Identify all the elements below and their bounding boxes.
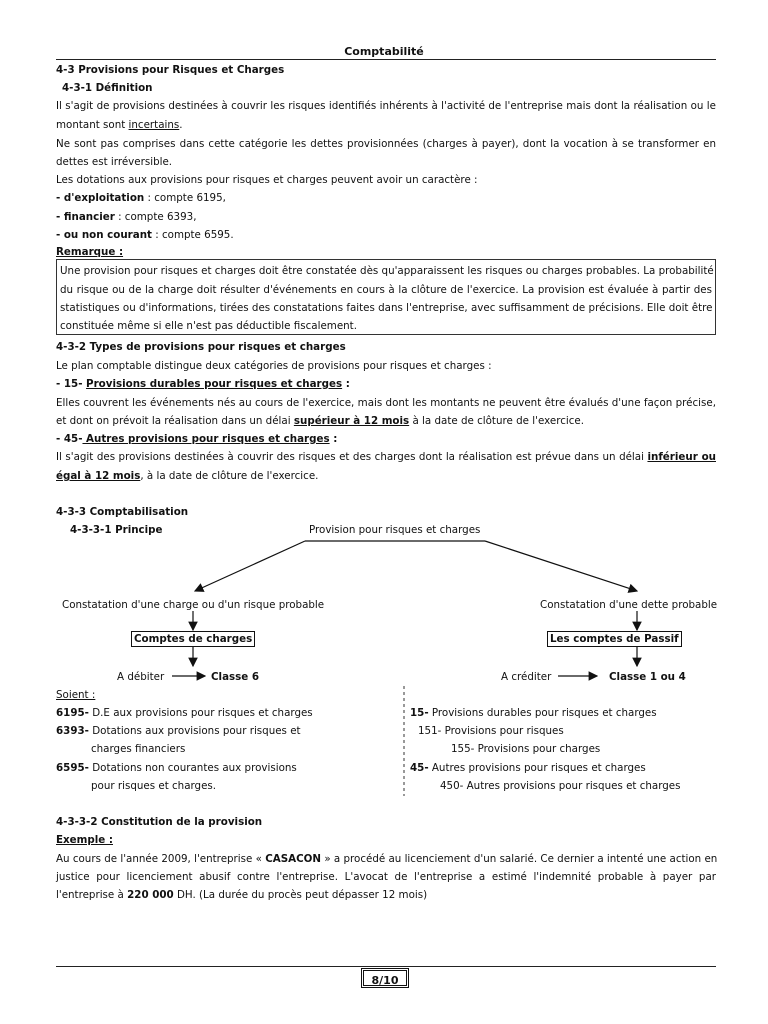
emphasis-text: égal à 12 mois [56, 470, 141, 482]
remark-title: Remarque : [56, 246, 124, 258]
account-row [410, 759, 646, 777]
account-text: D.E aux provisions pour risques et charges [88, 707, 313, 719]
page-number: 8/10 [361, 968, 409, 988]
constitution-title: 4-3-3-2 Constitution de la provision [56, 816, 263, 828]
comptes-passif-box: Les comptes de Passif [547, 631, 682, 647]
principe-title: 4-3-3-1 Principe [70, 524, 163, 536]
comptes-charges-box: Comptes de charges [131, 631, 255, 647]
remark-line: Une provision pour risques et charges doit être constatée dès qu'apparaissent les risques ou charges probables. La probabilité [60, 265, 714, 277]
text-span: Il s'agit des provisions destinées à couvrir des risques et des charges dont la réalisation est prévue dans un délai [56, 451, 648, 463]
type-number: - 45- [56, 433, 83, 445]
text-span: l'entreprise à [56, 889, 128, 901]
class-1-4-label: Classe 1 ou 4 [609, 671, 686, 683]
types-intro: Le plan comptable distingue deux catégories de provisions pour risques et charges : [56, 360, 492, 372]
example-line [56, 850, 716, 868]
comptabilisation-title: 4-3-3 Comptabilisation [56, 506, 189, 518]
text-span: à la date de clôture de l'exercice. [409, 415, 585, 427]
account-row: charges financiers [91, 743, 186, 755]
remark-line: du risque ou de la charge doit résulter d'événements en cours à la clôture de l'exercice. La provision est évaluée à partir des [60, 284, 712, 296]
type-colon: : [342, 378, 350, 390]
account-code: 6595- [56, 762, 89, 774]
account-label: - d'exploitation [56, 192, 145, 204]
diagram-right-node: Constatation d'une dette probable [540, 599, 718, 611]
account-row: 450- Autres provisions pour risques et charges [440, 780, 681, 792]
definition-line: dettes est irréversible. [56, 156, 173, 168]
account-text: Provisions durables pour risques et charges [428, 707, 657, 719]
account-row: pour risques et charges. [91, 780, 217, 792]
account-code: 6195- [56, 707, 89, 719]
emphasis-text: supérieur à 12 mois [293, 415, 410, 427]
type-colon: : [329, 433, 338, 445]
type-number: - 15- [56, 378, 87, 390]
text-span: , à la date de clôture de l'exercice. [140, 470, 319, 482]
types-title: 4-3-2 Types de provisions pour risques et charges [56, 341, 346, 353]
account-text: Dotations non courantes aux provisions [88, 762, 297, 774]
arrow-left [195, 541, 305, 591]
example-line [56, 886, 427, 904]
account-code: : compte 6195, [144, 192, 226, 204]
definition-line: Ne sont pas comprises dans cette catégorie les dettes provisionnées (charges à payer), dont la vocation à se transformer en [56, 138, 716, 150]
section-title: 4-3 Provisions pour Risques et Charges [56, 64, 285, 76]
account-text: Autres provisions pour risques et charges [428, 762, 646, 774]
example-line: justice pour licenciement abusif contre l'entreprise. L'avocat de l'entreprise a estimé l'indemnité probable à payer par [56, 871, 716, 883]
remark-line: constituée même si elle n'est pas déductible fiscalement. [60, 320, 357, 332]
page-header-title: Comptabilité [344, 45, 424, 58]
credit-label: A créditer [501, 671, 552, 683]
account-code: 15- [410, 707, 429, 719]
footer-rule [56, 966, 716, 967]
amount: 220 000 [127, 889, 174, 901]
text-span: DH. (La durée du procès peut dépasser 12 mois) [173, 889, 428, 901]
soient-label: Soient : [56, 689, 96, 701]
account-row [56, 759, 297, 777]
remark-line: statistiques ou d'informations, tirées des constatations faites dans l'entreprise, avec suffisamment de précisions. Elle doit être [60, 302, 713, 314]
account-row [56, 704, 313, 722]
type-line: Elles couvrent les événements nés au cours de l'exercice, mais dont les montants ne peuvent être évalués d'une façon précise, [56, 397, 716, 409]
account-row: 151- Provisions pour risques [418, 725, 564, 737]
definition-line: Les dotations aux provisions pour risques et charges peuvent avoir un caractère : [56, 174, 478, 186]
account-text: Dotations aux provisions pour risques et [88, 725, 301, 737]
text-span: . [179, 119, 183, 131]
example-title: Exemple : [56, 834, 113, 846]
definition-title: 4-3-1 Définition [62, 82, 153, 94]
type-label: Autres provisions pour risques et charges [82, 433, 330, 445]
account-label: - financier [56, 211, 115, 223]
text-span: » a procédé au licenciement d'un salarié. Ce dernier a intenté une action en [321, 853, 718, 865]
company-name: CASACON [265, 853, 322, 865]
arrow-right [485, 541, 637, 591]
text-span: et dont on prévoit la réalisation dans un délai [56, 415, 294, 427]
account-row: 155- Provisions pour charges [451, 743, 601, 755]
account-code: 45- [410, 762, 429, 774]
emphasis-text: inférieur ou [647, 451, 716, 463]
debit-label: A débiter [117, 671, 165, 683]
diagram-left-node: Constatation d'une charge ou d'un risque probable [62, 599, 325, 611]
account-code: : compte 6595. [151, 229, 234, 241]
definition-line: Il s'agit de provisions destinées à couvrir les risques identifiés inhérents à l'activité de l'entreprise mais dont la réalisation ou le [56, 100, 716, 112]
account-row [56, 722, 301, 740]
text-span: montant sont [56, 119, 129, 131]
diagram-root: Provision pour risques et charges [309, 524, 481, 536]
account-row [410, 704, 657, 722]
account-label: - ou non courant [56, 229, 152, 241]
text-span: Au cours de l'année 2009, l'entreprise « [56, 853, 266, 865]
account-code: : compte 6393, [114, 211, 197, 223]
account-code: 6393- [56, 725, 89, 737]
underlined-text: incertains [128, 119, 180, 131]
type-label: Provisions durables pour risques et charges [86, 378, 343, 390]
class-6-label: Classe 6 [211, 671, 260, 683]
